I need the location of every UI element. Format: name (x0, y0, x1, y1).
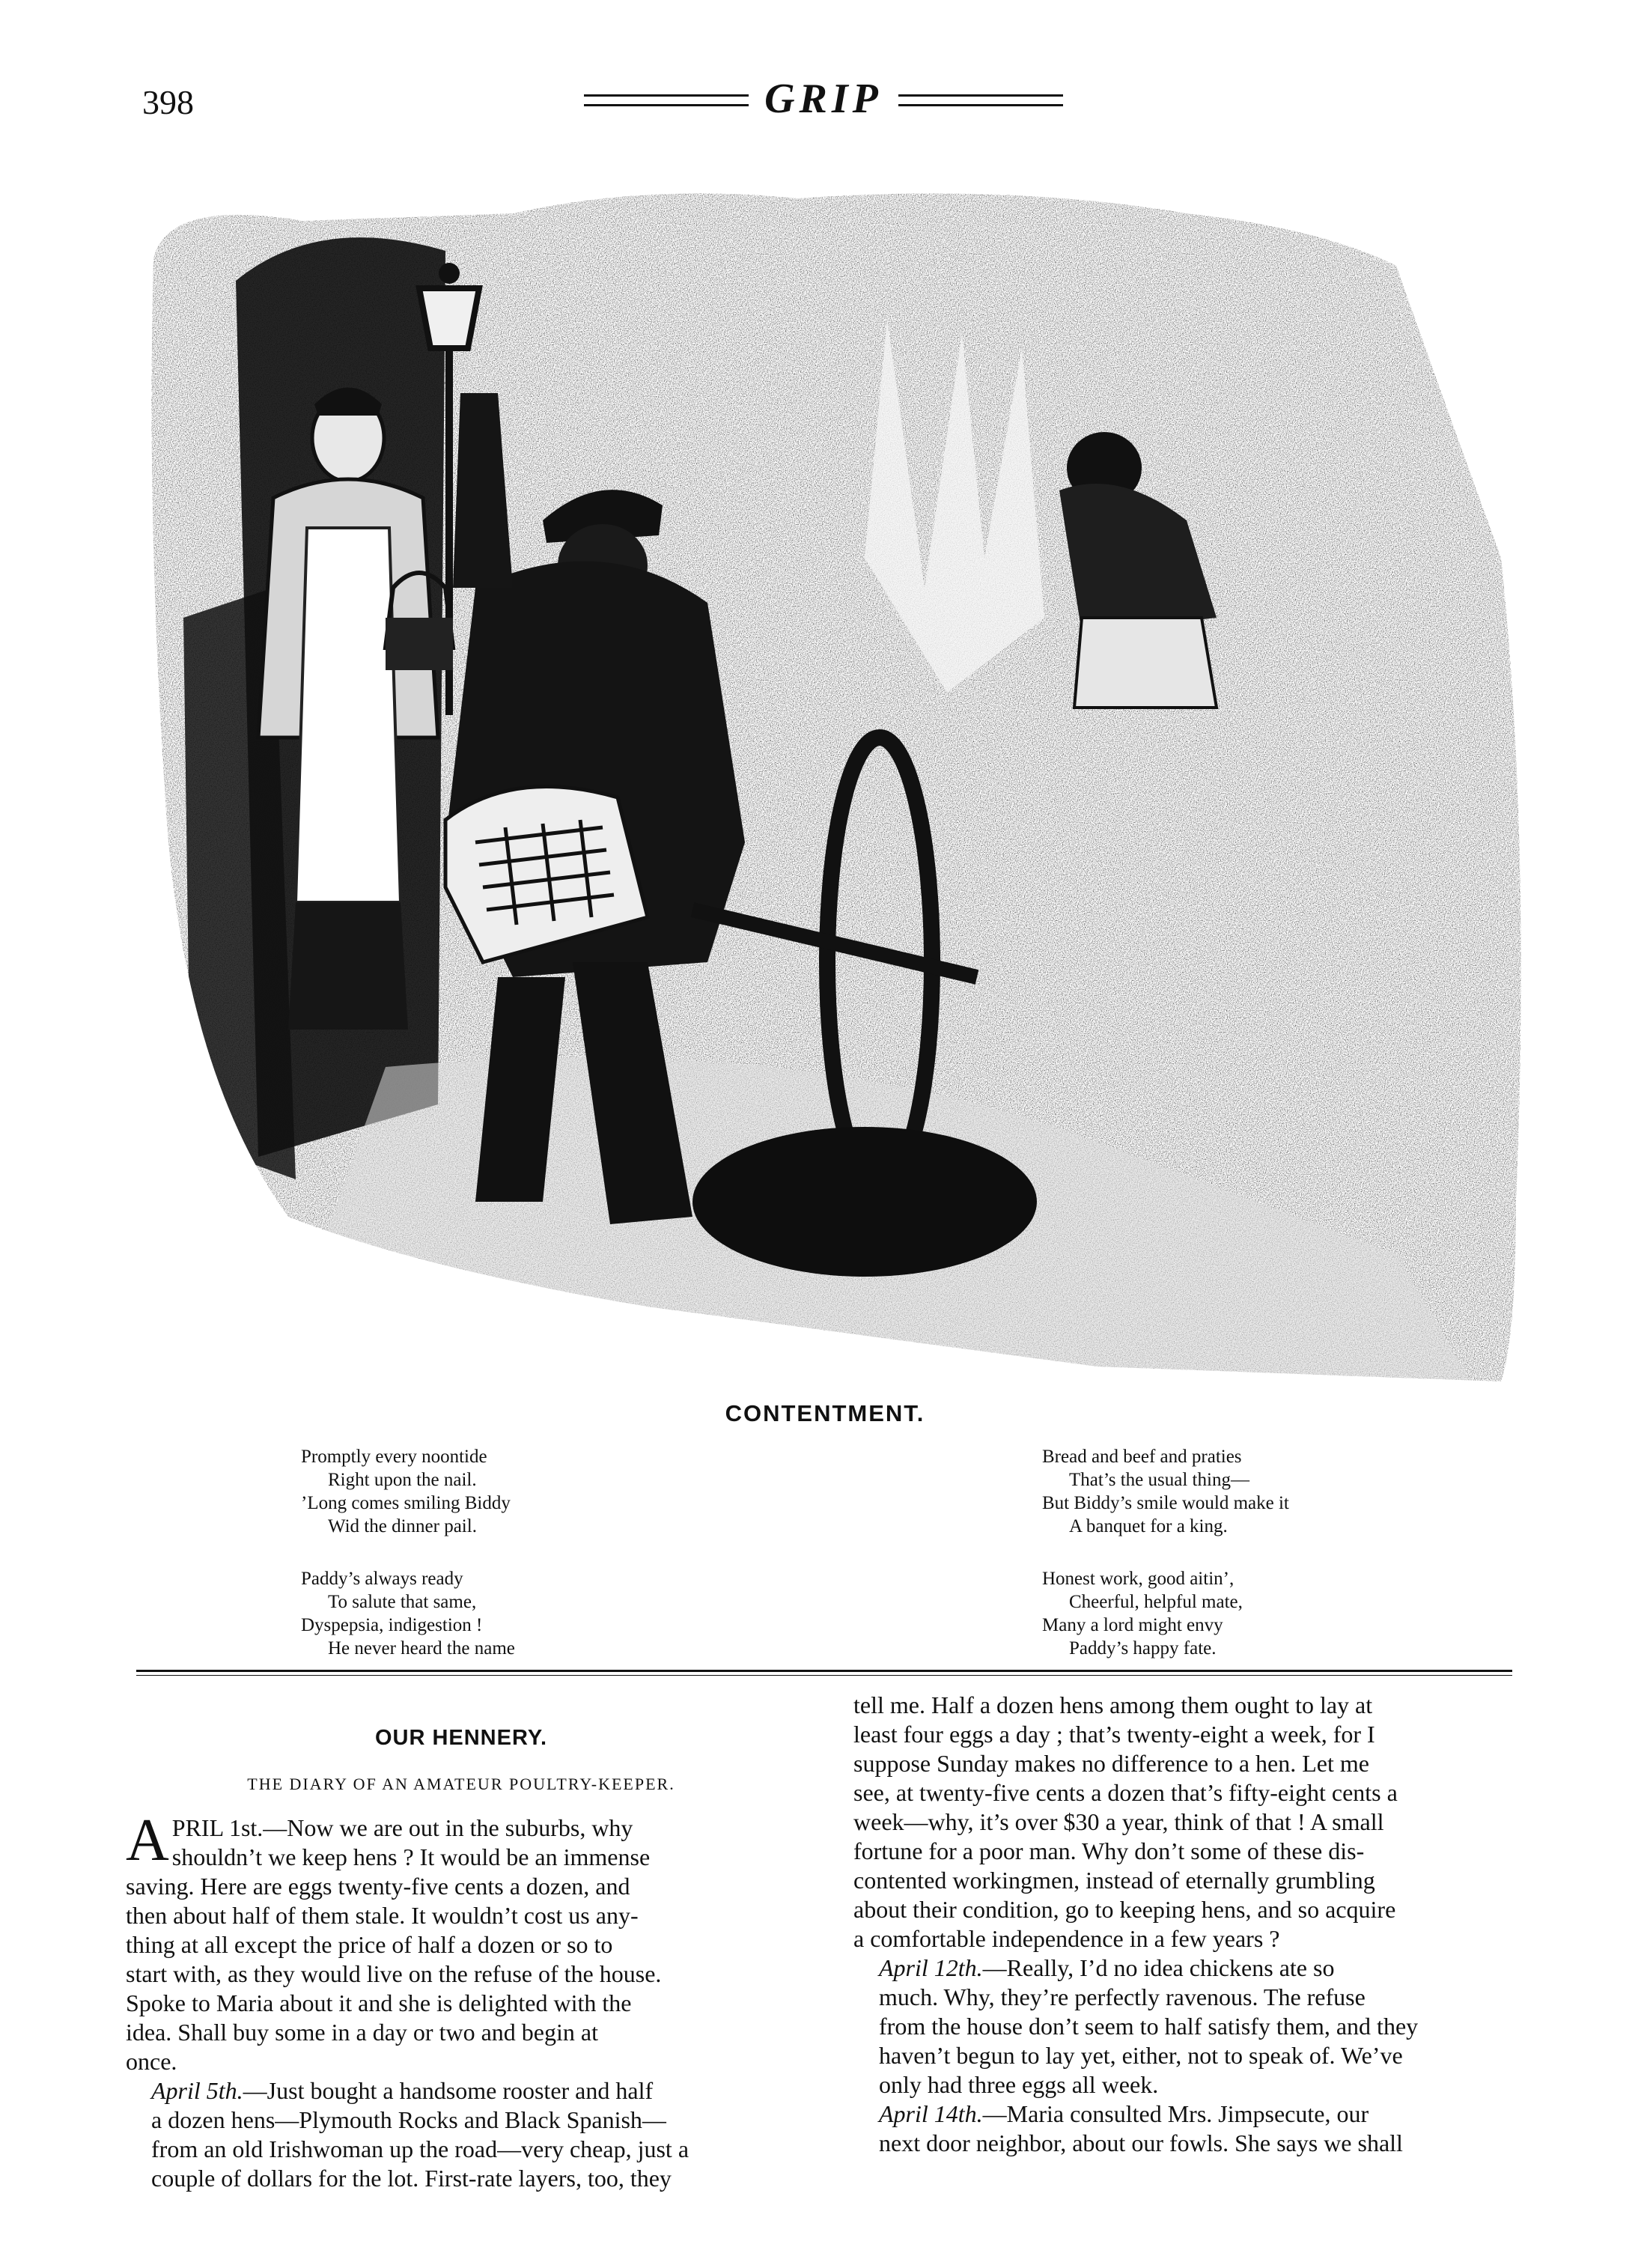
poem-line: Right upon the nail. (328, 1470, 477, 1490)
masthead-title: GRIP (764, 76, 883, 122)
entry-date: April 12th. (879, 1954, 983, 1981)
poem-line: ’Long comes smiling Biddy (301, 1493, 511, 1513)
cartoon-caption: CONTENTMENT. (725, 1400, 925, 1426)
article-title: OUR HENNERY. (374, 1726, 548, 1750)
text-line: couple of dollars for the lot. First-rate layers, too, they (151, 2165, 672, 2192)
section-divider (136, 1670, 1512, 1672)
text-line: —Really, I’d no idea chickens ate so (982, 1954, 1335, 1981)
poem-line: Many a lord might envy (1042, 1615, 1223, 1635)
poem-line: Cheerful, helpful mate, (1069, 1592, 1243, 1612)
text-line: a dozen hens—Plymouth Rocks and Black Spanish— (151, 2106, 666, 2133)
diary-entry-april-14 (853, 2100, 1524, 2158)
diary-entry-april-12 (853, 1954, 1524, 2100)
text-line: PRIL 1st.—Now we are out in the suburbs, why (171, 1814, 633, 1841)
text-line: about their condition, go to keeping hens, and so acquire (853, 1896, 1396, 1923)
text-line: haven’t begun to lay yet, either, not to speak of. We’ve (879, 2042, 1403, 2069)
text-line: —Maria consulted Mrs. Jimpsecute, our (982, 2100, 1369, 2127)
text-line: Spoke to Maria about it and she is delighted with the (126, 1989, 632, 2016)
diary-entry-april-1 (126, 1808, 797, 2076)
article-column-left (126, 1691, 797, 2193)
poem-line: Paddy’s happy fate. (1069, 1638, 1217, 1659)
poem-line: To salute that same, (328, 1592, 477, 1612)
poem-stanza-1 (301, 1445, 511, 1538)
poem-line: Honest work, good aitin’, (1042, 1569, 1235, 1589)
text-line: only had three eggs all week. (879, 2071, 1159, 2098)
text-line: then about half of them stale. It wouldn’t cost us any- (126, 1902, 639, 1929)
text-line: least four eggs a day ; that’s twenty-eight a week, for I (853, 1721, 1375, 1748)
masthead (569, 75, 1078, 120)
text-line: a comfortable independence in a few years ? (853, 1925, 1280, 1952)
text-line: from an old Irishwoman up the road—very cheap, just a (151, 2135, 689, 2162)
text-line: thing at all except the price of half a dozen or so to (126, 1931, 613, 1958)
cartoon-illustration (124, 168, 1531, 1389)
poem-line: But Biddy’s smile would make it (1042, 1493, 1289, 1513)
article-subtitle: THE DIARY OF AN AMATEUR POULTRY-KEEPER. (247, 1775, 675, 1793)
diary-entry-april-5 (126, 2076, 797, 2193)
text-line: tell me. Half a dozen hens among them ought to lay at (853, 1691, 1373, 1718)
text-line: suppose Sunday makes no difference to a hen. Let me (853, 1750, 1369, 1777)
poem-stanza-4 (1042, 1567, 1243, 1660)
text-line: see, at twenty-five cents a dozen that’s fifty-eight cents a (853, 1779, 1398, 1806)
text-line: much. Why, they’re perfectly ravenous. The refuse (879, 1983, 1366, 2010)
section-divider-thin (136, 1675, 1512, 1676)
poem-line: Promptly every noontide (301, 1447, 487, 1467)
page-number: 398 (142, 83, 194, 121)
poem-stanza-2 (301, 1567, 515, 1660)
text-line: from the house don’t seem to half satisfy them, and they (879, 2013, 1419, 2040)
masthead-rule-right (898, 94, 1063, 106)
text-line: —Just bought a handsome rooster and half (243, 2077, 654, 2104)
text-line: shouldn’t we keep hens ? It would be an immense (171, 1843, 651, 1870)
poem-line: Paddy’s always ready (301, 1569, 463, 1589)
poem-line: He never heard the name (328, 1638, 515, 1659)
poem-line: Dyspepsia, indigestion ! (301, 1615, 483, 1635)
poem-line: A banquet for a king. (1069, 1516, 1228, 1536)
text-line: contented workingmen, instead of eternally grumbling (853, 1867, 1375, 1894)
poem-stanza-3 (1042, 1445, 1289, 1538)
poem-line: Wid the dinner pail. (328, 1516, 477, 1536)
entry-date: April 14th. (879, 2100, 983, 2127)
text-line: start with, as they would live on the refuse of the house. (126, 1960, 662, 1987)
poem-line: That’s the usual thing— (1069, 1470, 1249, 1490)
text-line: week—why, it’s over $30 a year, think of that ! A small (853, 1808, 1384, 1835)
article-column-right (853, 1691, 1524, 2158)
text-line: saving. Here are eggs twenty-five cents a dozen, and (126, 1873, 630, 1900)
text-line: idea. Shall buy some in a day or two and begin at (126, 2019, 598, 2046)
diary-entry-april-5-continued (853, 1691, 1524, 1954)
text-line: once. (126, 2048, 177, 2075)
text-line: next door neighbor, about our fowls. She says we shall (879, 2129, 1403, 2156)
poem-line: Bread and beef and praties (1042, 1447, 1242, 1467)
text-line: fortune for a poor man. Why don’t some of these dis- (853, 1837, 1365, 1864)
entry-date: April 5th. (151, 2077, 243, 2104)
drop-cap: A (126, 1808, 169, 1873)
